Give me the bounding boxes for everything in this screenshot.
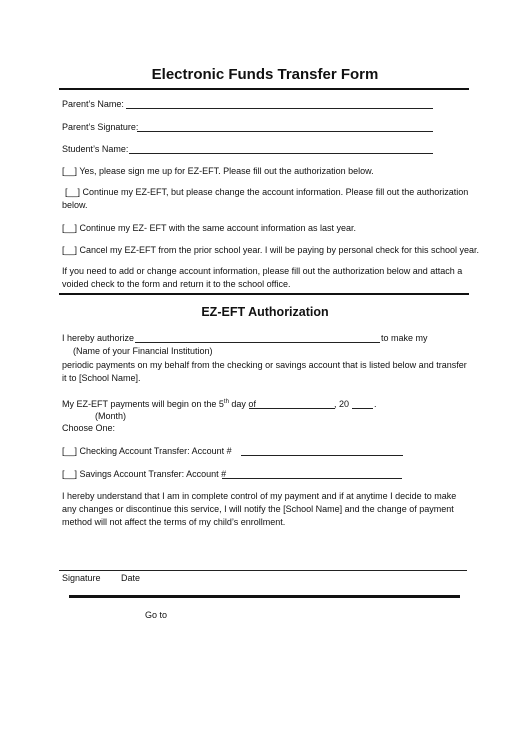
year-field[interactable] xyxy=(352,408,373,409)
parent-name-label: Parent’s Name: xyxy=(62,99,124,109)
institution-caption: (Name of your Financial Institution) xyxy=(73,346,213,356)
begin-date-line xyxy=(62,399,256,409)
choose-one-label: Choose One: xyxy=(62,423,116,433)
savings-account-option[interactable] xyxy=(62,469,226,479)
option-checkbox[interactable]: [__] xyxy=(62,245,78,255)
section-divider xyxy=(59,293,469,295)
option-text: Continue my EZ-EFT, but please change the account information. Please fill out the authorization below. xyxy=(62,187,469,210)
authorize-prefix: I hereby authorize xyxy=(62,333,135,343)
option-change-account[interactable] xyxy=(62,186,472,212)
footer-divider xyxy=(69,595,460,598)
option-text: Yes, please sign me up for EZ-EFT. Please fill out the authorization below. xyxy=(79,166,374,176)
student-name-label: Student’s Name: xyxy=(62,144,129,154)
go-to-text: Go to xyxy=(145,610,168,620)
option-text: Continue my EZ- EFT with the same account information as last year. xyxy=(79,223,356,233)
begin-mid: day of xyxy=(228,399,256,409)
month-field[interactable] xyxy=(249,408,335,409)
authorization-heading: EZ-EFT Authorization xyxy=(201,305,329,319)
option-text: Cancel my EZ-EFT from the prior school year. I will be paying by personal check for this school year. xyxy=(79,245,480,255)
option-signup[interactable] xyxy=(62,166,374,176)
date-label: Date xyxy=(121,573,141,583)
instructions-text: If you need to add or change account information, please fill out the authorization below and attach a voided check to the form and return it to the school office. xyxy=(62,266,463,289)
savings-label: Savings Account Transfer: Account # xyxy=(79,469,227,479)
year-prefix: , 20 xyxy=(334,399,350,409)
checking-account-option[interactable] xyxy=(62,446,232,456)
savings-account-field[interactable] xyxy=(222,478,402,479)
year-period: . xyxy=(374,399,377,409)
option-checkbox[interactable]: [__] xyxy=(62,223,78,233)
signature-label: Signature xyxy=(62,573,101,583)
option-cancel[interactable] xyxy=(62,245,479,255)
title-divider xyxy=(59,88,469,90)
option-checkbox[interactable]: [__] xyxy=(62,166,78,176)
checking-account-field[interactable] xyxy=(241,455,403,456)
checking-label: Checking Account Transfer: Account # xyxy=(79,446,232,456)
financial-institution-field[interactable] xyxy=(135,342,380,343)
savings-checkbox[interactable]: [__] xyxy=(62,469,78,479)
authorize-suffix: to make my xyxy=(381,333,428,343)
option-checkbox[interactable]: [__] xyxy=(65,187,81,197)
periodic-payment-text: periodic payments on my behalf from the checking or savings account that is listed below and transfer it to [School Name]. xyxy=(62,360,467,383)
page-title: Electronic Funds Transfer Form xyxy=(151,66,379,83)
month-caption: (Month) xyxy=(95,411,127,421)
parent-name-field[interactable] xyxy=(126,108,433,109)
ordinal-suffix: th xyxy=(223,399,229,405)
begin-prefix: My EZ-EFT payments will begin on the 5 xyxy=(62,399,224,409)
understanding-text: I hereby understand that I am in complete control of my payment and if at anytime I decide to make any changes or discontinue this service, I will notify the [School Name] and the change of payment method will not affect the terms of my child’s enrollment. xyxy=(62,491,457,527)
parent-signature-label: Parent’s Signature: xyxy=(62,122,139,132)
student-name-field[interactable] xyxy=(129,153,433,154)
checking-checkbox[interactable]: [__] xyxy=(62,446,78,456)
option-same-account[interactable] xyxy=(62,223,356,233)
signature-line[interactable] xyxy=(59,570,467,571)
parent-signature-field[interactable] xyxy=(137,131,433,132)
